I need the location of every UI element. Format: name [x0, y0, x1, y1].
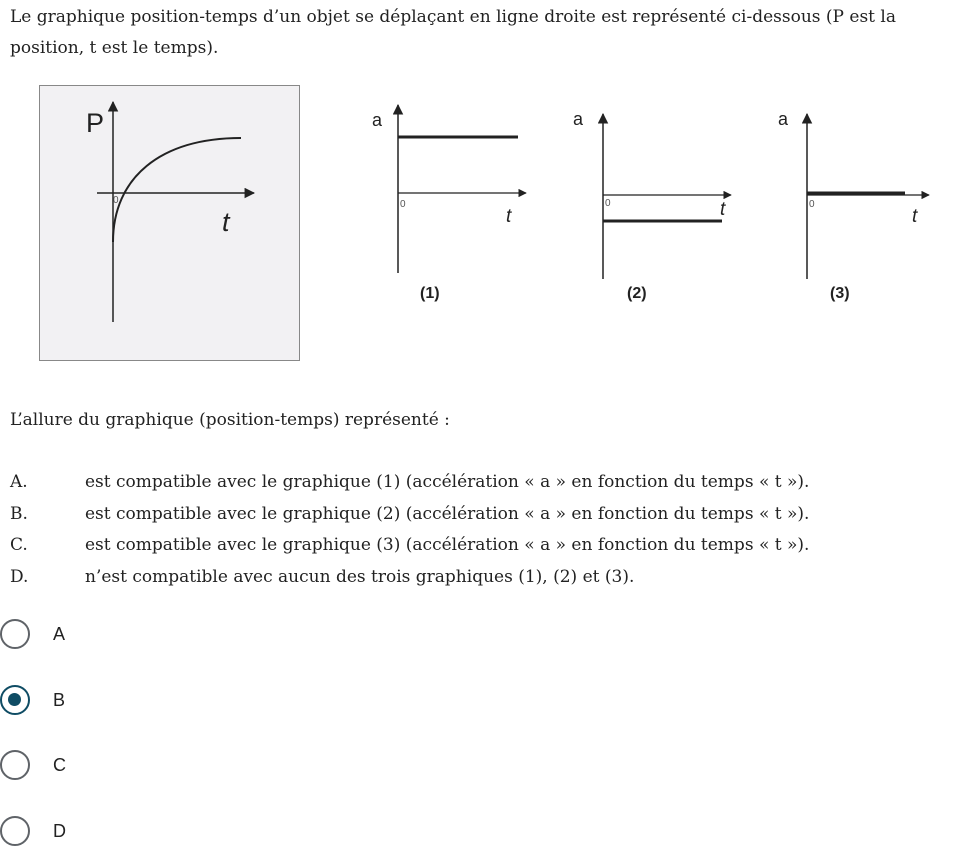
position-graph-origin-label: 0	[113, 195, 119, 206]
graph-3-caption: (3)	[830, 285, 850, 302]
graph-1-origin-label: 0	[400, 199, 406, 210]
choice-text: est compatible avec le graphique (3) (accélération « a » en fonction du temps « t »).	[85, 535, 810, 555]
graph-2-caption: (2)	[627, 285, 647, 302]
intro-text: Le graphique position-temps d’un objet se déplaçant en ligne droite est représenté ci-dessous (P est la position, t est le temps).	[10, 7, 896, 58]
choice-d	[10, 567, 809, 599]
question-text: L’allure du graphique (position-temps) représenté :	[10, 410, 450, 430]
figure-graphs	[0, 0, 955, 400]
graph-3-y-label: a	[778, 109, 789, 129]
graph-2-origin-label: 0	[605, 198, 611, 209]
graph-2-y-label: a	[573, 109, 584, 129]
option-b-label: B	[53, 689, 66, 710]
position-graph-frame	[40, 86, 300, 361]
option-c[interactable]	[0, 750, 66, 780]
option-d-label: D	[53, 820, 66, 841]
position-graph-x-label: t	[222, 207, 230, 237]
option-c-label: C	[53, 754, 66, 775]
graph-3-x-label: t	[912, 206, 918, 227]
position-time-graph	[40, 86, 300, 361]
acceleration-graph-1	[372, 105, 526, 302]
graph-2-x-label: t	[720, 199, 726, 220]
option-b[interactable]	[0, 685, 65, 715]
graph-1-x-label: t	[506, 206, 512, 227]
choice-text: est compatible avec le graphique (2) (accélération « a » en fonction du temps « t »).	[85, 503, 810, 524]
choice-letter: A.	[10, 472, 28, 492]
radio-b-selected[interactable]	[0, 685, 30, 715]
option-a[interactable]	[0, 619, 65, 649]
choice-list	[10, 472, 809, 598]
acceleration-graph-3	[778, 109, 929, 302]
choice-b	[10, 504, 809, 536]
choice-a	[10, 472, 809, 504]
choice-letter: D.	[10, 566, 29, 587]
option-a-label: A	[53, 623, 66, 644]
choice-letter: B.	[10, 503, 28, 524]
choice-text: est compatible avec le graphique (1) (accélération « a » en fonction du temps « t »).	[85, 472, 810, 492]
graph-1-y-label: a	[372, 110, 383, 130]
position-graph-y-label: P	[86, 108, 105, 138]
graph-3-origin-label: 0	[809, 199, 815, 210]
option-d[interactable]	[0, 816, 66, 846]
choice-c	[10, 535, 809, 567]
acceleration-graph-2	[573, 109, 731, 302]
choice-text: n’est compatible avec aucun des trois graphiques (1), (2) et (3).	[85, 566, 635, 587]
radio-a[interactable]	[0, 619, 30, 649]
radio-d[interactable]	[0, 816, 30, 846]
graph-1-caption: (1)	[420, 285, 440, 302]
choice-letter: C.	[10, 535, 28, 555]
radio-c[interactable]	[0, 750, 30, 780]
